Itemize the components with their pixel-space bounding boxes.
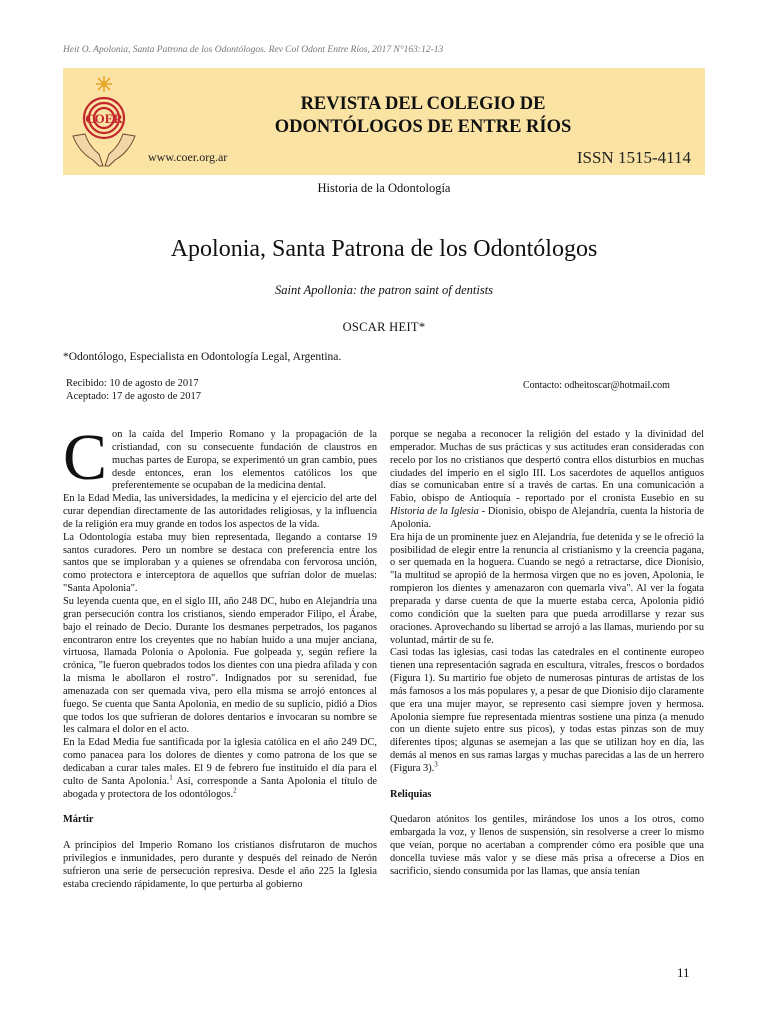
received-date: Recibido: 10 de agosto de 2017 <box>66 378 199 389</box>
paragraph-text: Así, corresponde a Santa Apolonia el título de abogada y protectora de los odontólogos. <box>63 775 377 800</box>
contact-email[interactable]: Contacto: odheitoscar@hotmail.com <box>523 380 670 391</box>
section-label: Historia de la Odontología <box>317 181 451 195</box>
journal-title-line-1: REVISTA DEL COLEGIO DE <box>300 94 546 114</box>
article-subtitle: Saint Apollonia: the patron saint of dentists <box>274 283 494 297</box>
coer-logo <box>69 74 139 170</box>
article-title: Apolonia, Santa Patrona de los Odontólogos <box>170 236 598 262</box>
journal-issn: ISSN 1515-4114 <box>576 148 691 167</box>
paragraph-text: Casi todas las iglesias, casi todas las catedrales en el continente europeo tienen una representación sagrada en escultura, vitrales, frescos o bordados (Figura 1). Su martirio fue objeto de numerosas pinturas de artistas de los más famosos a los más populares y, a pesar de que Dionisio dijo claramente que era una mujer mayor, se represento casi siempre joven y hermosa. Apolonia siempre fue representada mientras sostiene una pinza (a menudo con un diente sujeto entre sus picos), y todas estas pinzas son de muy diferentes tipos; algunas se asemejan a las que se utilizan hoy en día, las demás al menos en sus ramas largas y muchas parecidas a las de un herrero (Figura 3). <box>390 647 704 774</box>
journal-title-line-2: ODONTÓLOGOS DE ENTRE RÍOS <box>274 117 572 137</box>
page-number: 11 <box>677 965 690 980</box>
section-heading-martir: Mártir <box>63 814 94 826</box>
paragraph: Su leyenda cuenta que, en el siglo III, año 248 DC, hubo en Alejandría una gran persecución contra los cristianos, siendo emperador Filipo, el Árabe, bajo el reinado de Decio. Durante los desmanes perpetrados, los paganos encontraron entre los creyentes que no habían huido a una mujer anciana, virtuosa, llamada Polonia o Apolonia. Fue golpeada y, según refiere la crónica, "le fueron quebrados todos los dientes con una piedra afilada y con la misma le abollaron el rostro". Indignados por su serenidad, fue amenazada con ser quemada viva, pero ella misma se arrojó entonces al fuego. Se cuenta que Santa Apolonia, en medio de su suplicio, pidió a Dios que todos los que sufrieran de dolores dentarios e invocaran su nombre se les calmara el dolor en el acto. <box>63 595 377 736</box>
paragraph <box>63 421 377 494</box>
footnote-ref: 2 <box>233 786 237 795</box>
dropcap: C <box>63 421 108 494</box>
author-affiliation: *Odontólogo, Especialista en Odontología Legal, Argentina. <box>63 351 342 363</box>
paragraph-text: En la Edad Media fue santificada por la iglesia católica en el año 249 DC, como panacea para los dolores de dientes y como patrona de los que se dedicaban a curar tales males. El 9 de febrero fue instituido el día para el culto de Santa Apolonia. <box>63 737 377 787</box>
paragraph <box>63 737 377 801</box>
logo-text: COER <box>85 111 123 126</box>
paragraph <box>390 647 704 775</box>
running-head: Heit O. Apolonia, Santa Patrona de los Odontólogos. Rev Col Odont Entre Ríos, 2017 N°163:12-13 <box>63 45 444 55</box>
section-heading-reliquias: Reliquias <box>390 788 432 800</box>
paragraph-text: porque se negaba a reconocer la religión del estado y la divinidad del emperador. Muchas de sus prácticas y sus actitudes eran consideradas con recelo por los no cristianos que despertó contra ellos disturbios en muchas ciudades del imperio en el siglo III. Los sacerdotes de aquellos antiguos días se comunicaban entre sí a través de cartas. En una comunicación a Fabio, obispo de Antioquía - reportado por el cronista Eusebio en su <box>390 429 704 505</box>
paragraph: A principios del Imperio Romano los cristianos disfrutaron de muchos privilegios e inmunidades, pero durante y después del reinado de Nerón sufrieron una serie de persecución represiva. Desde el año 225 la Iglesia estaba creciendo rápidamente, lo que perturba al gobierno <box>63 840 377 890</box>
article-author: OSCAR HEIT* <box>342 320 426 334</box>
paragraph: En la Edad Media, las universidades, la medicina y el ejercicio del arte del curar dependían directamente de las autoridades religiosas, y la influencia de la religión era muy grande en todos los aspectos de la vida. <box>63 493 377 530</box>
paragraph: Era hija de un prominente juez en Alejandría, fue detenida y se le ofreció la posibilidad de elegir entre la renuncia al cristianismo y la creencia pagana, o ser quemada en la hoguera. Cuando se negó a retractarse, dice Dionisio, "la multitud se apropió de la hermosa virgen que no es joven, Apolonia, le rompieron los dientes y amenazaron con quemarla viva". Al ver la fogata preparada y darse cuenta de que la muerte estaba cerca, Apolonia pidió como condición que la suelten para que pueda arrodillarse y rezar sus oraciones. Aprovechando su libertad se arrojó a las llamas, muriendo por su voluntad, mártir de su fe. <box>390 531 704 646</box>
journal-title <box>203 93 643 139</box>
paragraph-text: on la caída del Imperio Romano y la propagación de la cristiandad, con su consecuente fundación de claustros en muchas partes de Europa, se experimentó un gran cambio, pues desde entonces, eran los elementos católicos los que preferentemente se ocupaban de la medicina dental. <box>112 429 377 492</box>
journal-banner <box>63 68 705 175</box>
book-title: Historia de la Iglesia <box>390 506 479 518</box>
accepted-date: Aceptado: 17 de agosto de 2017 <box>66 391 202 402</box>
paragraph: La Odontología estaba muy bien representada, llegando a contarse 19 santos curadores. Pero un nombre se destaca con preferencia entre los santos que se imploraban y a quienes se ofrendaba con fervorosa unción, como protectora e interceptora de aquellos que sufrían dolor de muelas: "Santa Apolonia". <box>63 531 377 595</box>
journal-website[interactable]: www.coer.org.ar <box>148 150 228 164</box>
paragraph: Quedaron atónitos los gentiles, mirándose los unos a los otros, como embargada la voz, y llenos de suspensión, sin resolverse a creer lo mismo que veían, porque no acertaban a comprender cómo era posible que una doncella tuviese más valor y se diese más prisa a ofrecerse a Dios en sacrificio, siendo consumida por las llamas, que ansía tenían <box>390 814 704 877</box>
paragraph <box>390 429 704 532</box>
paragraph-text: - Dionisio, obispo de Alejandría, cuenta la historia de Apolonia. <box>390 506 704 530</box>
article-dates <box>66 377 201 403</box>
footnote-ref: 3 <box>434 760 438 769</box>
right-column <box>390 429 704 879</box>
footnote-ref: 1 <box>169 773 173 782</box>
left-column <box>63 421 377 891</box>
